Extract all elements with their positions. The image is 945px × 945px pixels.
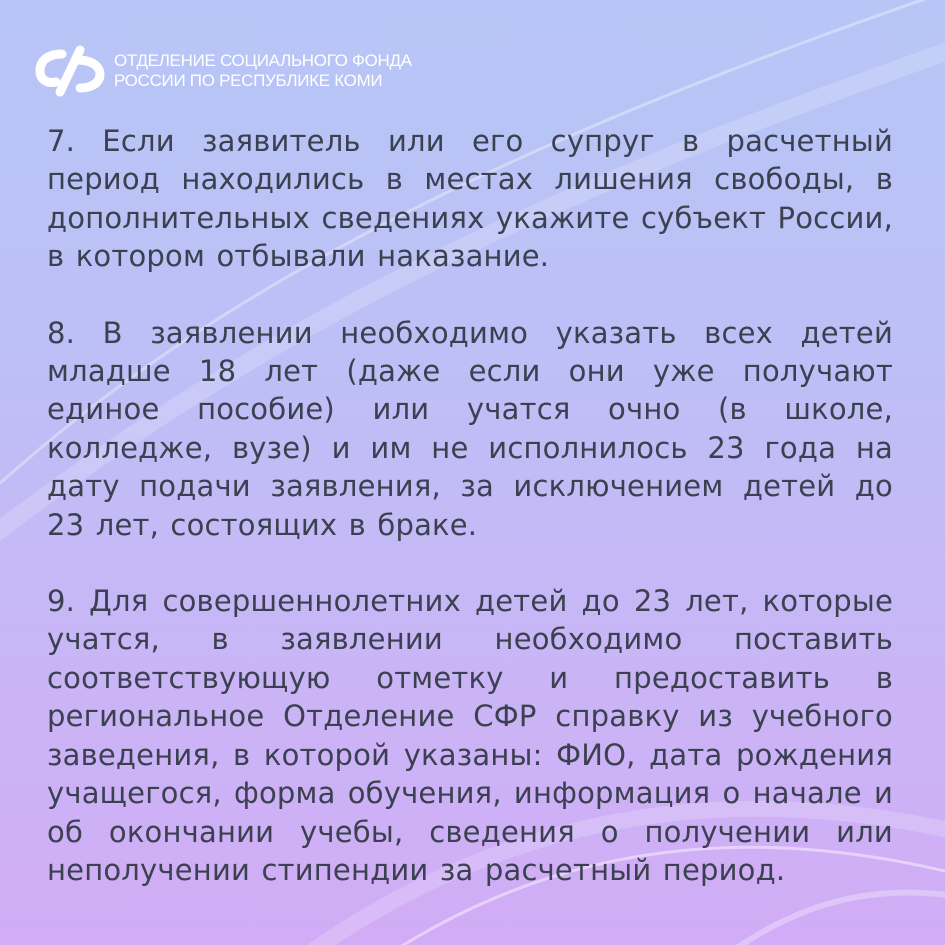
- organization-name: [114, 51, 412, 91]
- sfr-logo-icon: [34, 44, 106, 98]
- org-name-line-2: РОССИИ ПО РЕСПУБЛИКЕ КОМИ: [114, 71, 383, 90]
- paragraph-9: 9. Для совершеннолетних детей до 23 лет, которые учатся, в заявлении необходимо поставить соответствующую отметку и предоставить в региональное Отделение СФР справку из учебного заведения, в которой указаны: ФИО, дата рождения учащегося, форма обучения, информация о начале и об окончании учебы, сведения о получении или неполучении стипендии за расчетный период.: [47, 584, 893, 887]
- header: [34, 44, 412, 98]
- main-text: [47, 122, 893, 889]
- paragraph-7: 7. Если заявитель или его супруг в расчетный период находились в местах лишения свободы, в дополнительных сведениях укажите субъект России, в котором отбывали наказание.: [47, 124, 893, 274]
- paragraph-8: 8. В заявлении необходимо указать всех детей младше 18 лет (даже если они уже получают единое пособие) или учатся очно (в школе, колледже, вузе) и им не исполнилось 23 года на дату подачи заявления, за исключением детей до 23 лет, состоящих в браке.: [47, 315, 893, 542]
- org-name-line-1: ОТДЕЛЕНИЕ СОЦИАЛЬНОГО ФОНДА: [114, 51, 412, 70]
